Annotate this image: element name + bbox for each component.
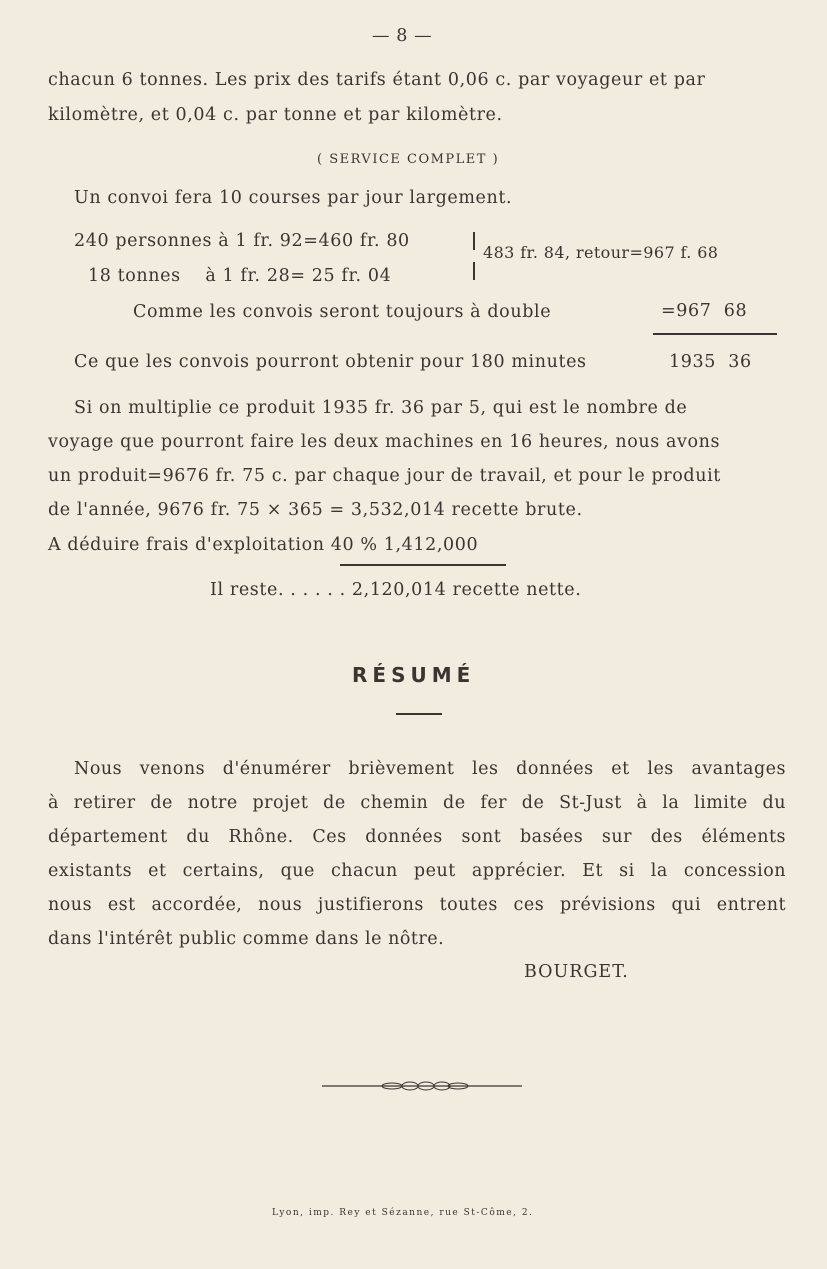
multiply-line-2: voyage que pourront faire les deux machines en 16 heures, nous avons <box>48 432 721 452</box>
resume-line-5: nous est accordée, nous justifierons toutes ces prévisions qui entrent <box>48 895 786 915</box>
resume-line-1: Nous venons d'énumérer brièvement les données et les avantages <box>74 759 786 779</box>
sum-rule <box>653 333 777 335</box>
convoy-line: Un convoi fera 10 courses par jour largement. <box>74 188 513 208</box>
resume-line-6: dans l'intérêt public comme dans le nôtre. <box>48 929 445 949</box>
brace-total: 483 fr. 84, retour=967 f. 68 <box>483 243 719 262</box>
reste-line: Il reste. . . . . . 2,120,014 recette nette. <box>210 580 582 600</box>
service-heading: ( SERVICE COMPLET ) <box>317 152 500 167</box>
multiply-line-1: Si on multiplie ce produit 1935 fr. 36 par 5, qui est le nombre de <box>74 398 688 418</box>
multiply-line-3: un produit=9676 fr. 75 c. par chaque jour de travail, et pour le produit <box>48 466 721 486</box>
double-label: Comme les convois seront toujours à double <box>133 302 552 322</box>
resume-line-3: département du Rhône. Ces données sont basées sur des éléments <box>48 827 786 847</box>
deduct-line: A déduire frais d'exploitation 40 % 1,412,000 <box>48 535 479 555</box>
resume-line-2: à retirer de notre projet de chemin de fer de St-Just à la limite du <box>48 793 786 813</box>
double-value: =967 68 <box>661 301 748 321</box>
intro-line-1: chacun 6 tonnes. Les prix des tarifs étant 0,06 c. par voyageur et par <box>48 70 706 90</box>
signature: BOURGET. <box>524 962 629 982</box>
ornament-divider <box>322 1079 522 1093</box>
persons-line: 240 personnes à 1 fr. 92=460 fr. 80 <box>74 231 410 251</box>
page-number: — 8 — <box>372 26 433 46</box>
resume-title: RÉSUMÉ <box>352 663 476 687</box>
resume-rule <box>396 713 442 715</box>
resume-line-4: existants et certains, que chacun peut apprécier. Et si la concession <box>48 861 786 881</box>
printer-imprint: Lyon, imp. Rey et Sézanne, rue St-Côme, 2. <box>272 1208 534 1218</box>
resume-paragraph <box>48 752 786 956</box>
tonnes-line: 18 tonnes à 1 fr. 28= 25 fr. 04 <box>88 266 392 286</box>
multiply-line-4: de l'année, 9676 fr. 75 × 365 = 3,532,014 recette brute. <box>48 500 583 520</box>
minutes-value: 1935 36 <box>669 352 752 372</box>
brace-lower <box>473 262 475 280</box>
minutes-label: Ce que les convois pourront obtenir pour 180 minutes <box>74 352 587 372</box>
deduct-rule <box>340 564 506 566</box>
intro-line-2: kilomètre, et 0,04 c. par tonne et par kilomètre. <box>48 105 503 125</box>
brace-upper <box>473 232 475 250</box>
